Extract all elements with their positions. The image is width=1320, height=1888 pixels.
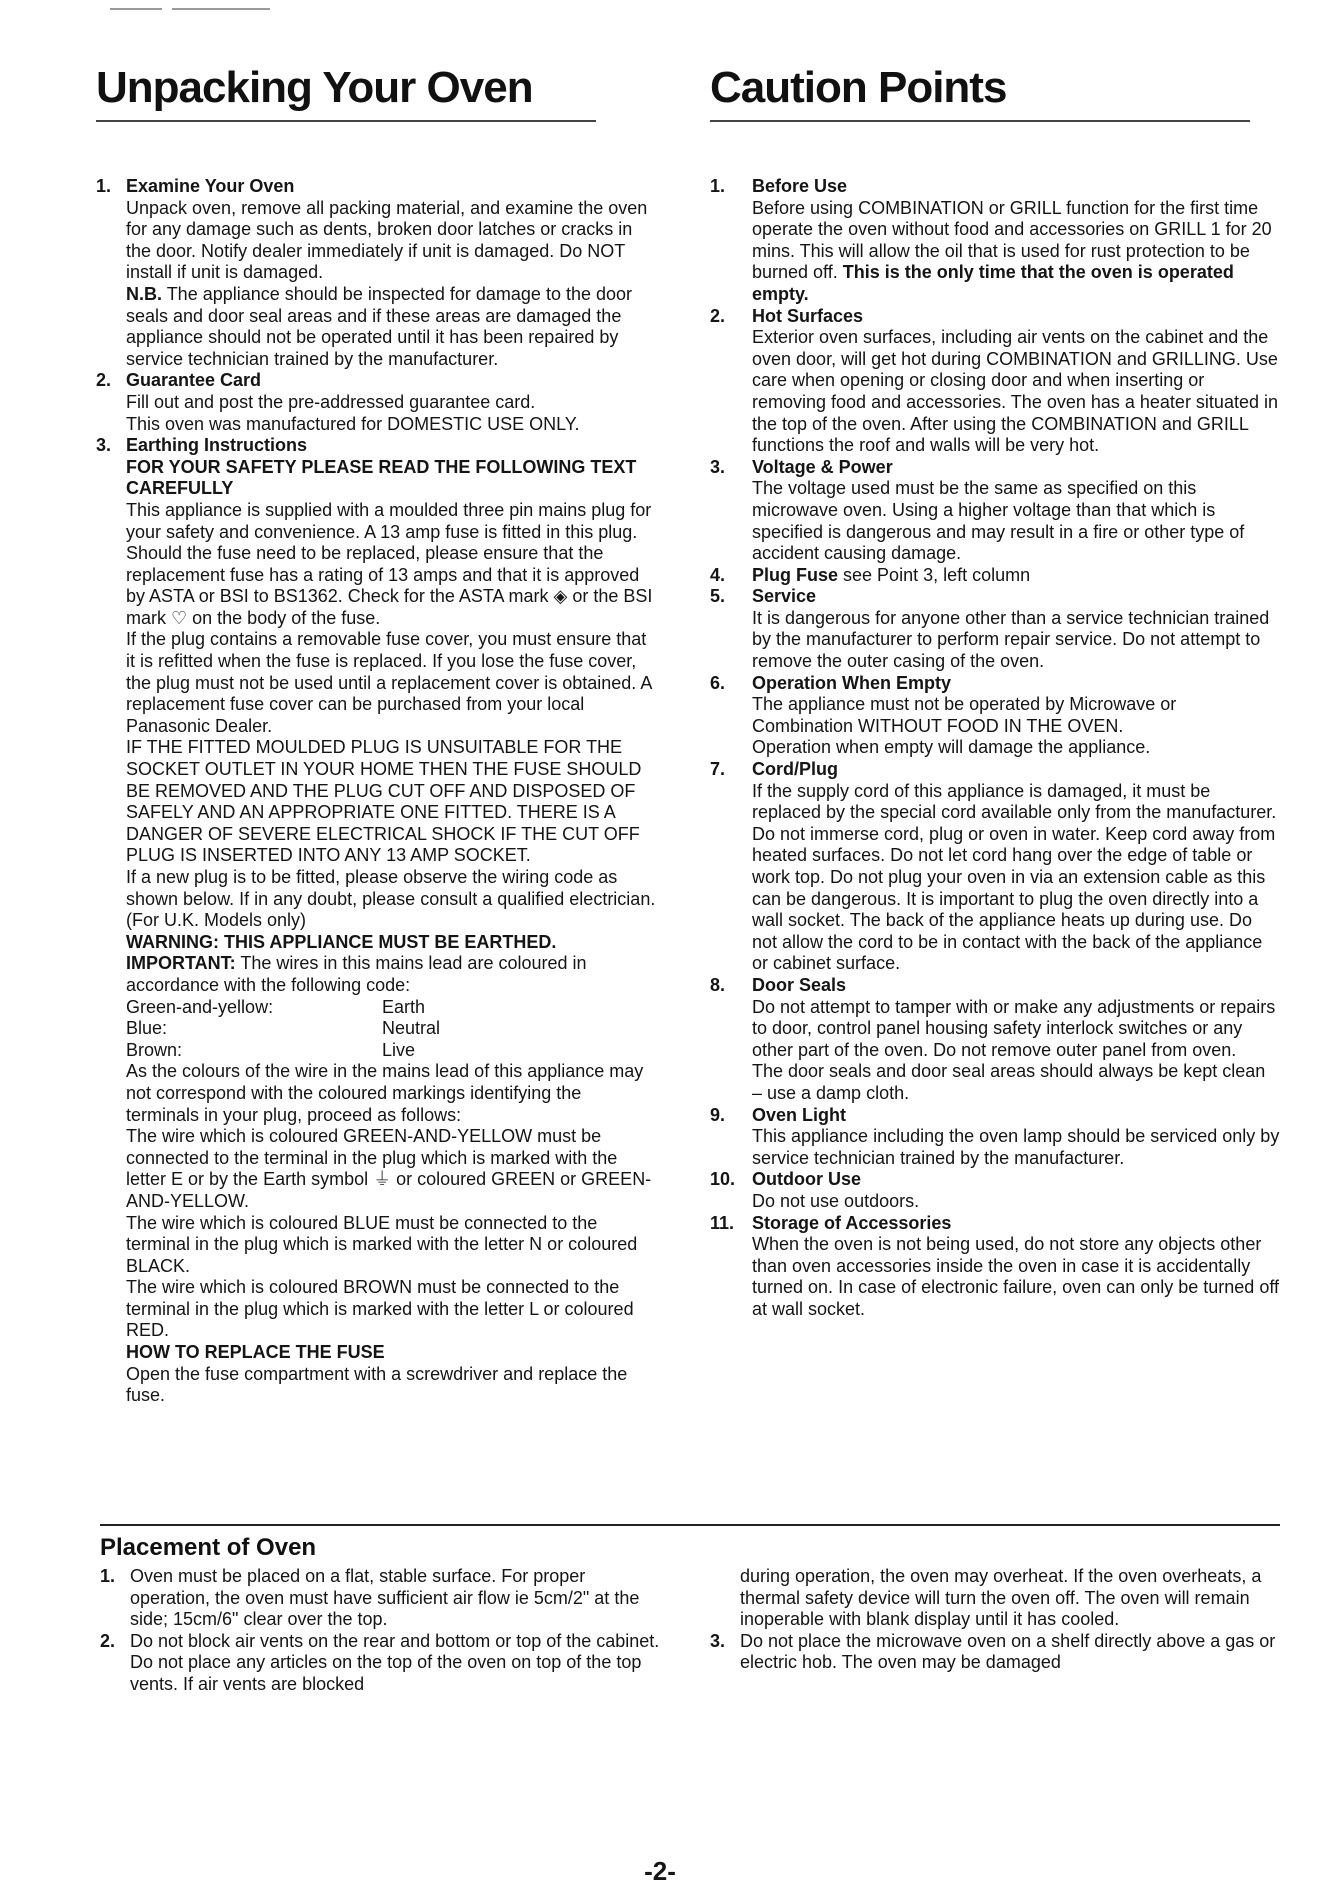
item-number: 3. [710,1630,726,1651]
item-text: Operation when empty will damage the appliance. [752,737,1151,758]
item-number: 5. [710,586,726,607]
list-item [100,1566,660,1631]
header-rule [710,120,1250,122]
item-title: Guarantee Card [126,370,262,391]
item-text: Do not block air vents on the rear and bottom or top of the cabinet. Do not place any articles on the top of the oven on top of the top vents. If air vents are blocked [130,1630,660,1694]
caution-list [710,176,1280,1320]
item-text: Plug Fuse see Point 3, left column [752,564,1031,585]
item-number: 3. [96,435,112,456]
item-title: Before Use [752,176,848,196]
item-text: Unpack oven, remove all packing material, and examine the oven for any damage such as dents, broken door latches or cracks in the door. Notify dealer immediately if unit is damaged. Do NOT install if unit is damaged. [126,197,648,283]
list-item [100,1631,660,1696]
item-title: Storage of Accessories [752,1212,952,1233]
item-text: As the colours of the wire in the mains lead of this appliance may not correspond with the coloured markings identifying the terminals in your plug, proceed as follows: [126,1061,644,1125]
item-text: This oven was manufactured for DOMESTIC USE ONLY. [126,413,580,434]
item-number: 1. [710,176,726,196]
header-rule [96,120,596,122]
list-item [710,565,1280,587]
item-number: 1. [100,1566,116,1586]
item-number: 4. [710,564,726,585]
list-item [96,176,656,370]
item-number: 8. [710,974,726,995]
list-item [710,673,1280,759]
item-text: The wire which is coloured BLUE must be connected to the terminal in the plug which is marked with the letter N or coloured BLACK. [126,1212,638,1276]
item-text: If the supply cord of this appliance is damaged, it must be replaced by the special cord available only from the manufacturer. [752,780,1277,823]
item-text: The voltage used must be the same as specified on this microwave oven. Using a higher voltage than that which is specified is dangerous and may result in a fire or other type of accident causing damage. [752,478,1245,564]
item-text: Do not use outdoors. [752,1190,920,1211]
item-number: 1. [96,176,112,196]
item-title: Oven Light [752,1104,846,1125]
warning-text: WARNING: THIS APPLIANCE MUST BE EARTHED. [126,931,557,952]
item-title: Service [752,586,817,607]
item-text: N.B. The appliance should be inspected for damage to the door seals and door seal areas and if these areas are damaged the appliance should not be operated until it has been repaired by service technician trained by the manufacturer. [126,283,633,369]
list-item [710,1105,1280,1170]
list-item [710,975,1280,1105]
fuse-title: HOW TO REPLACE THE FUSE [126,1342,385,1363]
list-item [710,457,1280,565]
list-item [96,370,656,435]
wire-meaning: Earth [382,996,426,1017]
item-number: 10. [710,1169,736,1190]
item-text: Fill out and post the pre-addressed guarantee card. [126,391,536,412]
wire-meaning: Neutral [382,1018,441,1039]
item-text: during operation, the oven may overheat. If the oven overheats, a thermal safety device will turn the oven off. The oven will remain inoperable with blank display until it has cooled. [740,1566,1262,1630]
item-title: Operation When Empty [752,672,952,693]
item-title: Earthing Instructions [126,435,308,456]
page-number: -2- [644,1856,676,1886]
nb-label: N.B. [126,283,162,304]
wire-code-row [126,1018,656,1040]
list-item [710,306,1280,457]
wire-colour: Brown: [126,1039,183,1060]
item-title: Door Seals [752,974,847,995]
wire-meaning: Live [382,1039,416,1060]
item-number: 9. [710,1104,726,1125]
item-title: Cord/Plug [752,759,838,780]
item-text: Before using COMBINATION or GRILL function for the first time operate the oven without food and accessories on GRILL 1 for 20 mins. This will allow the oil that is used for rust protection to be burned off. This is the only time that the oven is operated empty. [752,197,1272,304]
wire-code-row [126,1040,656,1062]
item-number: 2. [100,1630,116,1651]
list-item [710,586,1280,672]
item-text: If a new plug is to be fitted, please observe the wiring code as shown below. If in any doubt, please consult a qualified electrician. (For U.K. Models only) [126,867,656,931]
section-divider [100,1524,1280,1526]
unpacking-list [96,176,656,1407]
item-text: The wire which is coloured GREEN-AND-YELLOW must be connected to the terminal in the plug which is marked with the letter E or by the Earth symbol ⏚ or coloured GREEN or GREEN-AND-YELLOW. [126,1126,652,1211]
section-title-placement: Placement of Oven [100,1534,317,1561]
item-number: 11. [710,1212,735,1233]
list-item [96,435,656,1407]
scan-artifact [110,8,162,10]
item-text: This appliance is supplied with a moulded three pin mains plug for your safety and convenience. A 13 amp fuse is fitted in this plug. Should the fuse need to be replaced, please ensure that the replacement fuse has a rating of 13 amps and that it is approved by ASTA or BSI to BS1362. Check for the ASTA mark ◈ or the BSI mark ♡ on the body of the fuse. [126,499,653,628]
item-text: When the oven is not being used, do not store any objects other than oven accessories inside the oven in case it is accidentally turned on. In case of electronic failure, oven can only be turned off at wall socket. [752,1234,1280,1319]
item-text: Do not immerse cord, plug or oven in water. Keep cord away from heated surfaces. Do not let cord hang over the edge of table or work top. Do not plug your oven in via an extension cable as this can be dangerous. It is important to plug the oven directly into a wall socket. The back of the appliance heats up during use. Do not allow the cord to be in contact with the back of the appliance or cabinet surface. [752,823,1276,974]
item-text: Exterior oven surfaces, including air vents on the cabinet and the oven door, will get hot during COMBINATION and GRILLING. Use care when opening or closing door and when inserting or removing food and accessories. The oven has a heater situated in the top of the oven. After using the COMBINATION and GRILL functions the roof and walls will be very hot. [752,327,1278,456]
item-text: IF THE FITTED MOULDED PLUG IS UNSUITABLE FOR THE SOCKET OUTLET IN YOUR HOME THEN THE FUSE SHOULD BE REMOVED AND THE PLUG CUT OFF AND DISPOSED OF SAFELY AND AN APPROPRIATE ONE FITTED. THERE IS A DANGER OF SEVERE ELECTRICAL SHOCK IF THE CUT OFF PLUG IS INSERTED INTO ANY 13 AMP SOCKET. [126,737,642,866]
list-item [710,1631,1280,1674]
item-text: If the plug contains a removable fuse cover, you must ensure that it is refitted when the fuse is replaced. If you lose the fuse cover, the plug must not be used until a replacement cover is obtained. A replacement fuse cover can be purchased from your local Panasonic Dealer. [126,629,652,736]
important-label: IMPORTANT: [126,953,236,974]
item-text: It is dangerous for anyone other than a service technician trained by the manufacturer to perform repair service. Do not attempt to remove the outer casing of the oven. [752,607,1270,672]
item-number: 2. [96,370,112,391]
item-text: The door seals and door seal areas should always be kept clean – use a damp cloth. [752,1061,1266,1103]
wire-colour: Blue: [126,1018,168,1039]
scan-artifact [172,8,270,10]
list-item [710,1566,1280,1631]
item-text: This appliance including the oven lamp should be serviced only by service technician trained by the manufacturer. [752,1126,1280,1168]
emphasis-text: This is the only time that the oven is operated empty. [752,262,1234,304]
item-text: Do not place the microwave oven on a shelf directly above a gas or electric hob. The oven may be damaged [740,1630,1276,1673]
wire-code-row [126,997,656,1019]
placement-list [100,1566,660,1696]
safety-subtitle: FOR YOUR SAFETY PLEASE READ THE FOLLOWING TEXT CAREFULLY [126,456,637,499]
item-number: 2. [710,305,726,326]
item-title: Voltage & Power [752,456,893,477]
item-text: Do not attempt to tamper with or make any adjustments or repairs to door, control panel housing safety interlock switches or any other part of the oven. Do not remove outer panel from oven. [752,996,1276,1060]
list-item [710,176,1280,306]
item-title: Examine Your Oven [126,176,295,196]
item-number: 6. [710,672,726,693]
section-title-caution: Caution Points [710,63,1007,112]
list-item [710,1213,1280,1321]
item-title: Outdoor Use [752,1169,862,1190]
item-number: 7. [710,759,726,780]
item-title: Hot Surfaces [752,305,864,326]
list-item [710,1169,1280,1212]
item-title: Plug Fuse [752,564,839,585]
section-title-unpacking: Unpacking Your Oven [96,63,533,112]
item-number: 3. [710,456,726,477]
placement-list-continued [710,1566,1280,1674]
item-text: IMPORTANT: The wires in this mains lead are coloured in accordance with the following code: [126,953,587,995]
list-item [710,759,1280,975]
item-text: Oven must be placed on a flat, stable surface. For proper operation, the oven must have sufficient air flow ie 5cm/2" at the side; 15cm/6" clear over the top. [130,1566,640,1630]
item-text: The appliance must not be operated by Microwave or Combination WITHOUT FOOD IN THE OVEN. [752,694,1177,736]
item-text: The wire which is coloured BROWN must be connected to the terminal in the plug which is marked with the letter L or coloured RED. [126,1277,634,1341]
wire-colour: Green-and-yellow: [126,996,274,1017]
item-text: Open the fuse compartment with a screwdriver and replace the fuse. [126,1363,628,1406]
